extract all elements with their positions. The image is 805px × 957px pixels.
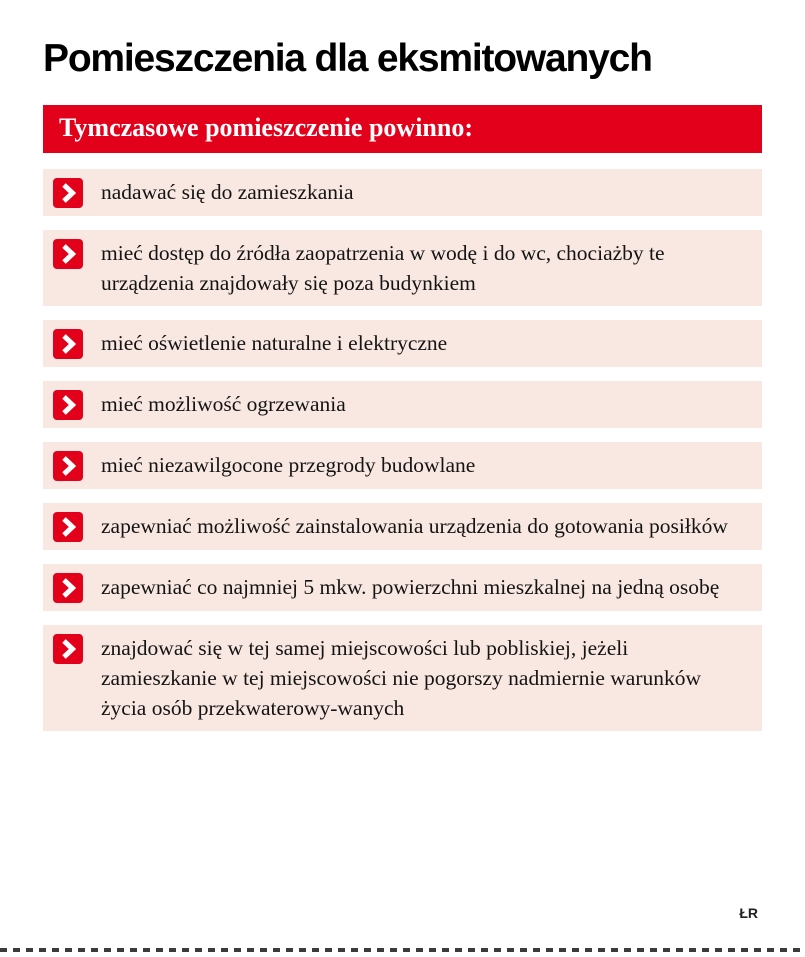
list-item [43,442,762,489]
chevron-right-icon [53,178,83,208]
chevron-right-icon [53,329,83,359]
list-item-text: mieć oświetlenie naturalne i elektryczne [101,331,448,356]
list-item-text: mieć dostęp do źródła zaopatrzenia w wodę i do wc, chociażby te urządzenia znajdowały się poza budynkiem [101,241,665,296]
requirements-list [43,169,762,731]
perforation-line [0,948,805,952]
list-item [43,564,762,611]
page-title: Pomieszczenia dla eksmitowanych [43,37,652,80]
list-item-text: mieć niezawilgocone przegrody budowlane [101,453,476,478]
chevron-right-icon [53,390,83,420]
banner-text: Tymczasowe pomieszczenie powinno: [59,112,474,142]
list-item [43,503,762,550]
list-item [43,169,762,216]
chevron-right-icon [53,239,83,269]
banner [43,105,762,154]
chevron-right-icon [53,512,83,542]
list-item [43,381,762,428]
chevron-right-icon [53,573,83,603]
chevron-right-icon [53,634,83,664]
list-item-text: znajdować się w tej samej miejscowości lub pobliskiej, jeżeli zamieszkanie w tej miejscowości nie pogorszy nadmiernie warunków życia osób przekwaterowy-wanych [101,636,702,721]
credit: ŁR [739,905,758,921]
list-item-text: zapewniać co najmniej 5 mkw. powierzchni mieszkalnej na jedną osobę [101,575,720,600]
list-item-text: mieć możliwość ogrzewania [101,392,346,417]
list-item [43,230,762,306]
list-item [43,625,762,731]
list-item-text: nadawać się do zamieszkania [101,180,354,205]
list-item [43,320,762,367]
list-item-text: zapewniać możliwość zainstalowania urządzenia do gotowania posiłków [101,514,728,539]
chevron-right-icon [53,451,83,481]
